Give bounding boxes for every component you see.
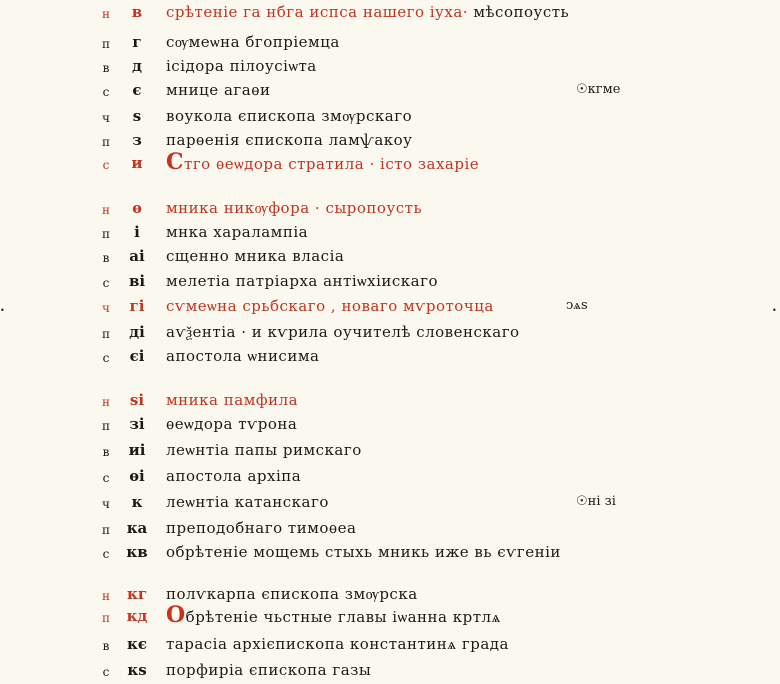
calendar-row [0, 222, 780, 246]
moon-phase-note: ☉кгме [576, 82, 621, 97]
commemoration-body: мнка харалампіа [166, 223, 309, 241]
calendar-row [0, 322, 780, 346]
weekday-letter: в [102, 251, 110, 265]
calendar-row [0, 346, 780, 370]
date-numeral: иі [128, 441, 146, 459]
commemoration-body: леѡнтіа папы римскаго [166, 441, 362, 459]
commemoration-body: мнице агаѳи [166, 81, 271, 99]
date-numeral: ка [126, 519, 148, 537]
commemoration-text [166, 322, 520, 342]
date-numeral: ѳі [129, 467, 145, 485]
commemoration-body: аѵѯентіа · и кѵрила оучителѣ словенскаго [166, 323, 520, 341]
calendar-row [0, 149, 780, 177]
commemoration-text [166, 346, 319, 366]
weekday-letter: с [102, 547, 110, 561]
date-numeral: г [132, 33, 142, 51]
commemoration-body: апостола ѡнисима [166, 347, 320, 365]
date-numeral: д [132, 57, 142, 75]
calendar-row [0, 296, 780, 320]
commemoration-body: порфиріа єпископа газы [166, 661, 372, 679]
commemoration-text [166, 296, 494, 316]
weekday-letter: с [102, 276, 110, 290]
date-numeral: єі [129, 347, 145, 365]
commemoration-text [166, 106, 412, 126]
calendar-row [0, 2, 780, 26]
commemoration-text [166, 518, 357, 538]
date-numeral: аі [129, 247, 145, 265]
weekday-letter: п [102, 227, 110, 241]
calendar-row [0, 198, 780, 222]
feast-note: мѣсопоусть [468, 3, 570, 21]
calendar-row [0, 271, 780, 295]
commemoration-text [166, 390, 298, 410]
date-numeral: и [131, 154, 143, 172]
calendar-row [0, 130, 780, 154]
weekday-letter: в [102, 639, 110, 653]
calendar-row [0, 390, 780, 414]
commemoration-text [166, 56, 317, 76]
commemoration-text [166, 32, 340, 52]
date-numeral: ѕі [129, 391, 145, 409]
date-numeral: кд [126, 607, 148, 625]
commemoration-body: парѳенія єпископа ламѱакоу [166, 131, 413, 149]
commemoration-body: мелетіа патріарха антіѡхіискаго [166, 272, 439, 290]
date-numeral: ѕ [132, 107, 142, 125]
commemoration-text [166, 660, 371, 680]
commemoration-body: брѣтеніе чьстные главы іѡанна кртлѧ [185, 608, 501, 626]
commemoration-body: сѹмеѡна бгопріемца [166, 33, 340, 51]
calendar-row [0, 440, 780, 464]
calendar-row [0, 634, 780, 658]
commemoration-text [166, 222, 308, 242]
commemoration-body: леѡнтіа катанскаго [166, 493, 329, 511]
commemoration-body: полѵкарпа єпископа змѹрска [166, 585, 418, 603]
red-initial: О [166, 602, 186, 628]
commemoration-text [166, 130, 413, 150]
weekday-letter: н [102, 589, 110, 603]
weekday-letter: н [102, 7, 110, 21]
commemoration-body: апостола архіпа [166, 467, 302, 485]
calendar-row [0, 246, 780, 270]
margin-marker: • [772, 306, 777, 315]
commemoration-text [166, 634, 509, 654]
weekday-letter: ч [102, 497, 110, 511]
weekday-letter: ч [102, 301, 110, 315]
commemoration-body: сщенно мника власіа [166, 247, 345, 265]
weekday-letter: с [102, 158, 110, 172]
calendar-row [0, 80, 780, 104]
commemoration-text [166, 466, 301, 486]
weekday-letter: с [102, 665, 110, 679]
weekday-letter: с [102, 471, 110, 485]
commemoration-body: преподобнаго тимоѳеа [166, 519, 357, 537]
calendar-row [0, 584, 780, 608]
date-numeral: кѕ [127, 661, 147, 679]
commemoration-body: ісідора пілоусіѡта [166, 57, 317, 75]
moon-phase-note: ☉ні зі [576, 494, 616, 509]
commemoration-body: тго ѳеѡдора стратила · істо захаріе [184, 155, 480, 173]
date-numeral: ді [129, 323, 145, 341]
date-numeral: кє [127, 635, 147, 653]
calendar-row [0, 602, 780, 630]
date-numeral: в [131, 3, 143, 21]
commemoration-text [166, 246, 344, 266]
date-numeral: зі [129, 415, 145, 433]
commemoration-text [166, 80, 270, 100]
weekday-letter: п [102, 37, 110, 51]
commemoration-body: ѳеѡдора тѵрона [166, 415, 298, 433]
date-numeral: кв [126, 543, 148, 561]
commemoration-text [166, 2, 569, 22]
commemoration-body: мника никѹфора · сыропоусть [166, 199, 423, 217]
calendar-row [0, 492, 780, 516]
commemoration-text [166, 602, 501, 628]
weekday-letter: п [102, 419, 110, 433]
weekday-letter: н [102, 203, 110, 217]
calendar-row [0, 518, 780, 542]
commemoration-text [166, 440, 362, 460]
commemoration-body: воукола єпископа змѹрскаго [166, 107, 413, 125]
weekday-letter: н [102, 395, 110, 409]
commemoration-text [166, 584, 418, 604]
weekday-letter: п [102, 327, 110, 341]
commemoration-text [166, 414, 297, 434]
commemoration-text [166, 198, 422, 218]
calendar-row [0, 414, 780, 438]
margin-marker: • [0, 306, 5, 315]
date-numeral: є [132, 81, 142, 99]
commemoration-body: обрѣтеніе мощемь стыхь мникь иже вь єѵгеніи [166, 543, 561, 561]
date-numeral: к [131, 493, 143, 511]
weekday-letter: с [102, 351, 110, 365]
date-numeral: і [134, 223, 140, 241]
date-numeral: з [132, 131, 142, 149]
weekday-letter: в [102, 445, 110, 459]
calendar-row [0, 466, 780, 490]
weekday-letter: в [102, 61, 110, 75]
calendar-row [0, 106, 780, 130]
calendar-row [0, 542, 780, 566]
weekday-letter: с [102, 85, 110, 99]
calendar-row [0, 660, 780, 684]
red-initial: С [166, 149, 185, 175]
commemoration-body: срѣтеніе га нбга испса нашего іуха· [166, 3, 469, 21]
date-numeral: ві [128, 272, 146, 290]
commemoration-body: сѵмеѡна срьбскаго , новаго мѵроточца [166, 297, 494, 315]
weekday-letter: ч [102, 111, 110, 125]
commemoration-text [166, 271, 438, 291]
commemoration-text [166, 149, 480, 175]
commemoration-text [166, 542, 561, 562]
commemoration-body: мника памфила [166, 391, 299, 409]
weekday-letter: п [102, 523, 110, 537]
date-numeral: гі [129, 297, 145, 315]
calendar-row [0, 32, 780, 56]
moon-phase-note: ↄѧѕ [566, 298, 588, 313]
weekday-letter: п [102, 135, 110, 149]
commemoration-text [166, 492, 329, 512]
commemoration-body: тарасіа архієпископа константинѧ града [166, 635, 509, 653]
weekday-letter: п [102, 611, 110, 625]
date-numeral: кг [126, 585, 148, 603]
date-numeral: ѳ [132, 199, 142, 217]
calendar-row [0, 56, 780, 80]
